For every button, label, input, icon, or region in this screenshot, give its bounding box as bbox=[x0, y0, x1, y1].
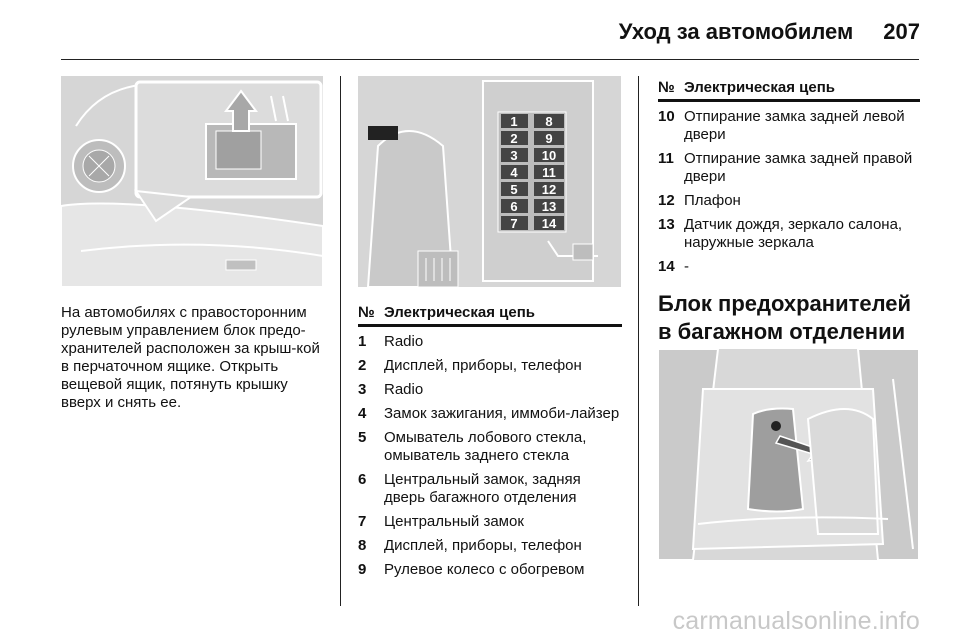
row-circuit: Radio bbox=[384, 333, 424, 350]
table-row bbox=[358, 381, 622, 399]
header-title: Уход за автомобилем bbox=[618, 19, 854, 44]
row-circuit: Датчик дождя, зеркало салона, наружные зеркала bbox=[684, 216, 903, 251]
row-number: 2 bbox=[358, 357, 367, 374]
table-row bbox=[358, 405, 622, 423]
fuse-label-10: 10 bbox=[541, 148, 557, 163]
fuse-label-13: 13 bbox=[541, 199, 557, 214]
fuse-label-3: 3 bbox=[510, 148, 518, 163]
row-number: 8 bbox=[358, 537, 367, 554]
table-row bbox=[358, 561, 622, 579]
fuse-label-2: 2 bbox=[510, 131, 518, 146]
trunk-fuse-box-illustration bbox=[658, 349, 919, 560]
fuse-label-5: 5 bbox=[510, 182, 518, 197]
table-row bbox=[658, 216, 920, 252]
fuse-label-11: 11 bbox=[542, 165, 556, 180]
table-row bbox=[658, 192, 920, 210]
row-number: 9 bbox=[358, 561, 367, 578]
section-title: Блок предохранителей в багажном отделении bbox=[658, 291, 912, 344]
right-circuit-table bbox=[658, 78, 920, 282]
row-circuit: Дисплей, приборы, телефон bbox=[384, 537, 582, 554]
trunk-drawing bbox=[658, 349, 919, 560]
row-number: 10 bbox=[658, 108, 675, 125]
table-header bbox=[658, 78, 920, 102]
row-circuit: Плафон bbox=[684, 192, 741, 209]
page-number: 207 bbox=[883, 19, 920, 44]
left-paragraph: На автомобилях с правосторонним рулевым управлением блок предо-хранителей расположен за крыш-кой в перчаточном ящике. Открыть вещевой ящик, потянуть крышку вверх и снять ее. bbox=[61, 304, 320, 411]
table-row bbox=[658, 150, 920, 186]
row-number: 5 bbox=[358, 429, 367, 446]
col-circuit-header: Электрическая цепь bbox=[684, 79, 836, 96]
fuse-label-7: 7 bbox=[510, 216, 518, 231]
table-row bbox=[358, 357, 622, 375]
page-header bbox=[619, 14, 920, 50]
fuse-label-1: 1 bbox=[510, 114, 518, 129]
fuse-label-14: 14 bbox=[541, 216, 557, 231]
column-divider-1 bbox=[340, 76, 341, 606]
table-row bbox=[358, 333, 622, 351]
row-number: 14 bbox=[658, 258, 675, 275]
watermark: carmanualsonline.info bbox=[672, 607, 920, 635]
row-number: 3 bbox=[358, 381, 367, 398]
table-row bbox=[358, 537, 622, 555]
glovebox-illustration bbox=[61, 76, 323, 287]
row-number: 1 bbox=[358, 333, 367, 350]
fuse-label-4: 4 bbox=[510, 165, 518, 180]
table-row bbox=[658, 108, 920, 144]
row-circuit: Рулевое колесо с обогревом bbox=[384, 561, 585, 578]
fuse-label-6: 6 bbox=[510, 199, 518, 214]
table-row bbox=[358, 471, 622, 507]
middle-circuit-table bbox=[358, 303, 622, 585]
table-row bbox=[658, 258, 920, 276]
fuse-box-illustration bbox=[358, 76, 621, 287]
row-circuit: Омыватель лобового стекла, омыватель заднего стекла bbox=[384, 429, 587, 464]
fuse-label-9: 9 bbox=[545, 131, 553, 146]
row-circuit: Замок зажигания, иммоби-лайзер bbox=[384, 405, 620, 422]
col-number-header: № bbox=[658, 79, 675, 96]
row-number: 6 bbox=[358, 471, 367, 488]
row-circuit: Отпирание замка задней левой двери bbox=[684, 108, 905, 143]
row-number: 13 bbox=[658, 216, 675, 233]
row-number: 7 bbox=[358, 513, 367, 530]
col-circuit-header: Электрическая цепь bbox=[384, 304, 536, 321]
table-header bbox=[358, 303, 622, 327]
row-circuit: Отпирание замка задней правой двери bbox=[684, 150, 913, 185]
col-number-header: № bbox=[358, 304, 375, 321]
row-number: 12 bbox=[658, 192, 675, 209]
row-circuit: Центральный замок bbox=[384, 513, 524, 530]
table-row bbox=[358, 513, 622, 531]
column-divider-2 bbox=[638, 76, 639, 606]
row-circuit: - bbox=[684, 258, 689, 275]
glovebox-drawing bbox=[61, 76, 323, 287]
fuse-box-drawing bbox=[358, 76, 621, 287]
fuse-label-12: 12 bbox=[541, 182, 557, 197]
row-circuit: Дисплей, приборы, телефон bbox=[384, 357, 582, 374]
row-circuit: Центральный замок, задняя дверь багажного отделения bbox=[384, 471, 581, 506]
table-row bbox=[358, 429, 622, 465]
fuse-label-8: 8 bbox=[545, 114, 553, 129]
row-number: 11 bbox=[658, 150, 674, 167]
header-rule bbox=[61, 59, 919, 60]
row-number: 4 bbox=[358, 405, 367, 422]
row-circuit: Radio bbox=[384, 381, 424, 398]
